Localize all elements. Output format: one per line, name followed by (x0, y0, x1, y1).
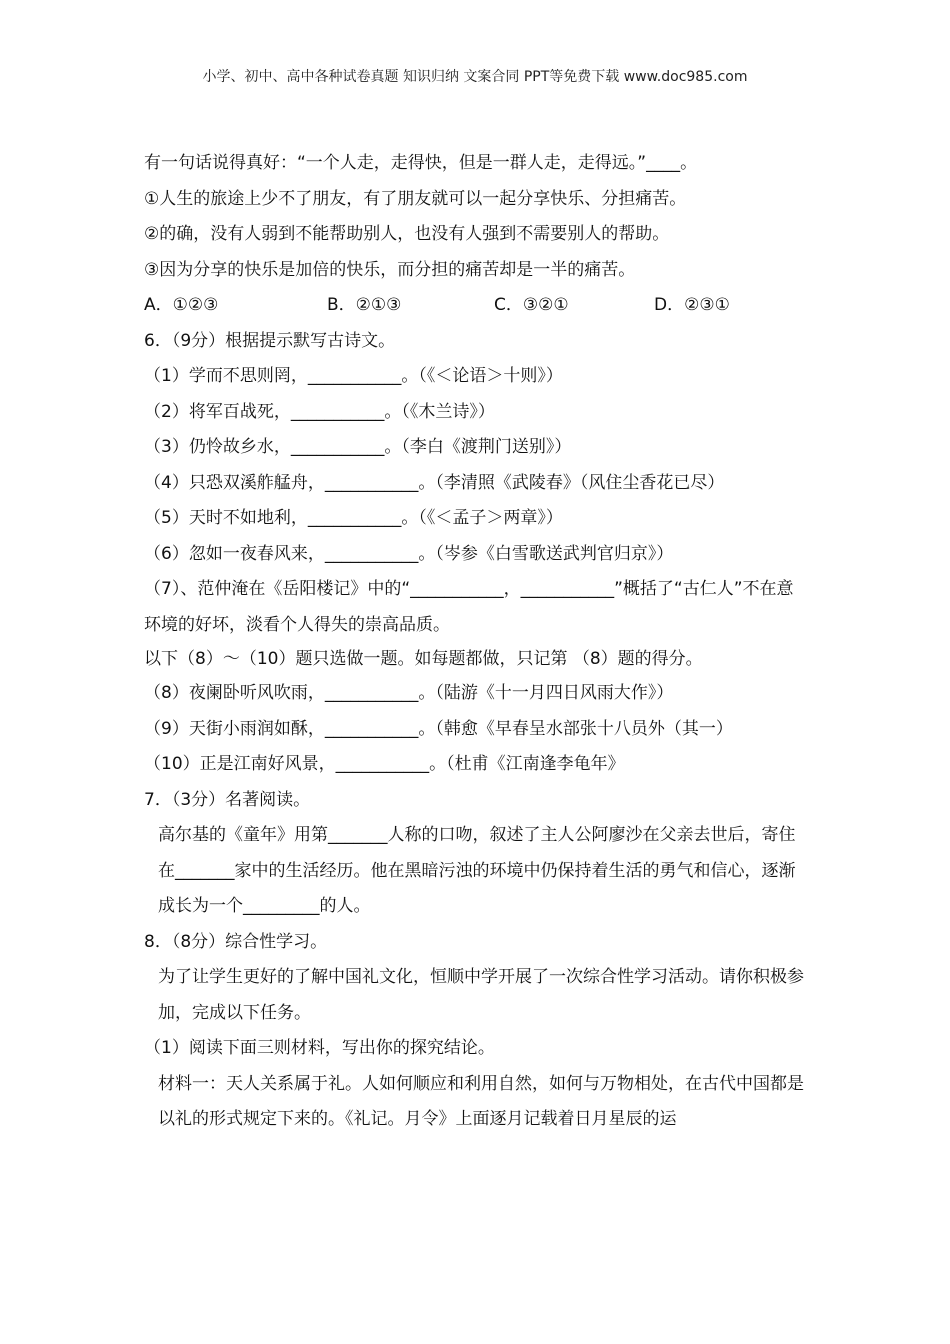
q6-item-9: （9）天街小雨润如酥，___________。（韩愈《早春呈水部张十八员外（其一） (144, 718, 733, 739)
option-a: A．①②③ (144, 295, 219, 315)
exam-content (144, 146, 808, 1138)
q6-note: 以下（8）～（10）题只选做一题。如每题都做，只记第 （8）题的得分。 (144, 649, 703, 669)
q7-body: 高尔基的《童年》用第_______人称的口吻，叙述了主人公阿廖沙在父亲去世后，寄住在_______家中的生活经历。他在黑暗污浊的环境中仍保持着生活的勇气和信心，逐渐成长为一个_________的人。 (158, 825, 796, 916)
q8-intro: 为了让学生更好的了解中国礼文化，恒顺中学开展了一次综合性学习活动。请你积极参加，完成以下任务。 (158, 967, 804, 1023)
q6-item-5: （5）天时不如地利，___________。（《＜孟子＞两章》） (144, 508, 563, 528)
q5-stem: 有一句话说得真好：“一个人走，走得快，但是一群人走，走得远。”____。 (144, 153, 698, 173)
q8-task-1: （1）阅读下面三则材料，写出你的探究结论。 (144, 1038, 495, 1058)
option-d: D．②③① (654, 295, 730, 315)
q6-item-10: （10）正是江南好风景，___________。（杜甫《江南逢李龟年》 (144, 754, 625, 774)
q6-item-8: （8）夜阑卧听风吹雨，___________。（陆游《十一月四日风雨大作》） (144, 683, 674, 703)
q8-material-1: 材料一：天人关系属于礼。人如何顺应和利用自然，如何与万物相处，在古代中国都是以礼的形式规定下来的。《礼记。月令》上面逐月记载着日月星辰的运 (158, 1073, 804, 1129)
q6-item-3: （3）仍怜故乡水，___________。（李白《渡荆门送别》） (144, 437, 572, 457)
q6-title: 6．（9分）根据提示默写古诗文。 (144, 330, 396, 351)
q6-item-2: （2）将军百战死，___________。（《木兰诗》） (144, 401, 495, 422)
q6-item-1: （1）学而不思则罔，___________。（《＜论语＞十则》） (144, 366, 563, 386)
q6-item-6: （6）忽如一夜春风来，___________。（岑参《白雪歌送武判官归京》） (144, 543, 674, 564)
option-c: C．③②① (494, 295, 569, 315)
q5-sentence-2: ②的确，没有人弱到不能帮助别人，也没有人强到不需要别人的帮助。 (144, 224, 670, 244)
q5-sentence-3: ③因为分享的快乐是加倍的快乐，而分担的痛苦却是一半的痛苦。 (144, 259, 636, 280)
q8-title: 8．（8分）综合性学习。 (144, 931, 328, 952)
page-header: 小学、初中、高中各种试卷真题 知识归纳 文案合同 PPT等免费下载 www.doc985.com (202, 69, 748, 85)
option-b: B．②①③ (327, 295, 402, 315)
q5-options (144, 288, 808, 324)
q5-sentence-1: ①人生的旅途上少不了朋友，有了朋友就可以一起分享快乐、分担痛苦。 (144, 188, 687, 209)
q6-item-7: （7）、范仲淹在《岳阳楼记》中的“___________，___________”概括了“古仁人”不在意环境的好坏，淡看个人得失的崇高品质。 (144, 579, 794, 635)
q6-item-4: （4）只恐双溪舴艋舟，___________。（李清照《武陵春》（风住尘香花已尽） (144, 472, 725, 493)
q7-title: 7．（3分）名著阅读。 (144, 789, 311, 810)
